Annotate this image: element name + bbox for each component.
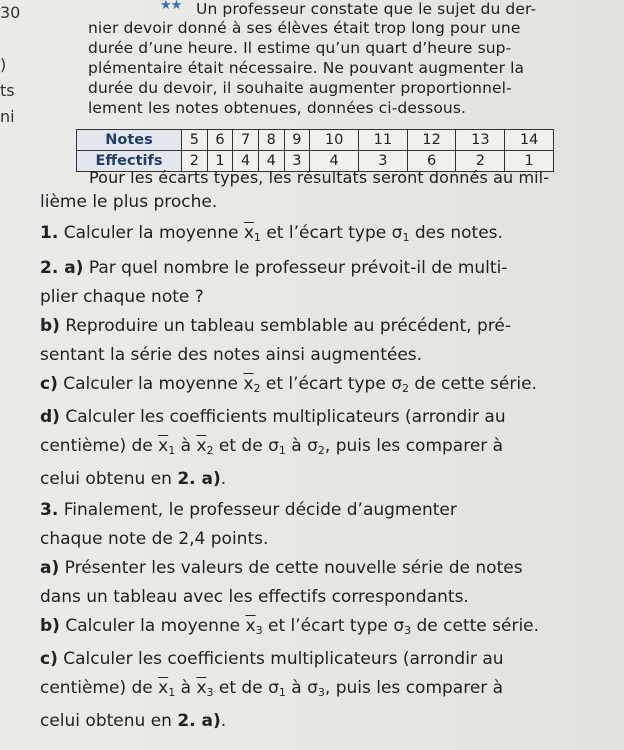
- question-3b: [40, 612, 600, 645]
- intro-line: durée du devoir, il souhaite augmenter proportionnel-: [88, 79, 512, 97]
- margin-fragment: ): [0, 55, 7, 74]
- sigma-symbol: σ: [307, 678, 318, 698]
- question-text: celui obtenu en: [40, 711, 178, 731]
- subscript: 1: [168, 686, 176, 699]
- note-cell: 14: [505, 130, 554, 151]
- question-number: 1.: [40, 223, 59, 243]
- question-text: .: [220, 711, 227, 731]
- question-number: b): [40, 616, 60, 636]
- question-text: à: [285, 678, 308, 698]
- question-1: [40, 219, 600, 252]
- question-text: Calculer la moyenne: [58, 223, 244, 243]
- note-cell: 10: [310, 130, 359, 151]
- mean-symbol: $\overline{x}$: [243, 223, 254, 243]
- subscript: 1: [253, 231, 261, 244]
- subscript: 2: [317, 444, 325, 457]
- question-number: 3.: [40, 500, 59, 520]
- question-text: Calculer la moyenne: [59, 616, 246, 636]
- effectif-cell: 4: [233, 151, 259, 172]
- note-cell: 6: [207, 130, 233, 151]
- subscript: 3: [206, 686, 214, 699]
- question-2c: [40, 370, 600, 403]
- effectif-cell: 4: [258, 151, 284, 172]
- note-cell: 9: [284, 130, 310, 151]
- question-3c: [40, 645, 600, 736]
- note-cell: 12: [407, 130, 456, 151]
- effectif-cell: 3: [358, 151, 407, 172]
- precision-note-line: [40, 188, 600, 217]
- table-row-notes: [77, 130, 554, 151]
- sigma-symbol: σ: [307, 436, 318, 456]
- exercise-body: [40, 188, 600, 736]
- question-number: 2. a): [40, 258, 84, 278]
- effectif-cell: 2: [456, 151, 505, 172]
- question-text: et l’écart type: [260, 374, 392, 394]
- subscript: 1: [278, 686, 286, 699]
- question-number: c): [40, 374, 58, 394]
- question-text: celui obtenu en: [40, 469, 178, 489]
- question-number: d): [40, 407, 60, 427]
- note-cell: 8: [258, 130, 284, 151]
- note-cell: 11: [358, 130, 407, 151]
- subscript: 3: [317, 686, 325, 699]
- question-text: dans un tableau avec les effectifs correspondants.: [40, 587, 469, 607]
- question-reference: 2. a): [177, 469, 221, 489]
- sigma-symbol: σ: [268, 436, 279, 456]
- question-text: Présenter les valeurs de cette nouvelle série de notes: [59, 558, 523, 578]
- margin-fragment: ts: [0, 81, 15, 100]
- subscript: 3: [404, 624, 412, 637]
- question-text: de cette série.: [409, 374, 537, 394]
- question-text: .: [220, 469, 227, 489]
- note-cell: 7: [233, 130, 259, 151]
- subscript: 2: [402, 382, 409, 395]
- mean-symbol: $\overline{x}$: [196, 678, 207, 698]
- question-text: Calculer les coefficients multiplicateurs (arrondir au: [59, 407, 506, 427]
- intro-line: Un professeur constate que le sujet du der-: [196, 0, 537, 18]
- mean-symbol: $\overline{x}$: [245, 616, 256, 636]
- effectif-cell: 2: [182, 151, 208, 172]
- question-text: Reproduire un tableau semblable au précédent, pré-: [59, 316, 511, 336]
- question-reference: 2. a): [177, 711, 221, 731]
- margin-fragment: [0, 26, 58, 52]
- question-text: centième) de: [40, 436, 159, 456]
- note-cell: 5: [182, 130, 208, 151]
- effectif-cell: 1: [505, 151, 554, 172]
- question-number: c): [40, 649, 58, 669]
- effectif-cell: 4: [310, 151, 359, 172]
- mean-symbol: $\overline{x}$: [158, 678, 169, 698]
- question-text: et l’écart type: [262, 616, 394, 636]
- subscript: 2: [206, 444, 214, 457]
- question-2d: [40, 403, 600, 494]
- subscript: 1: [168, 444, 176, 457]
- question-number: b): [40, 316, 60, 336]
- question-text: sentant la série des notes ainsi augmentées.: [40, 345, 423, 365]
- mean-symbol: $\overline{x}$: [243, 374, 254, 394]
- question-text: , puis les comparer à: [324, 678, 504, 698]
- subscript: 1: [402, 231, 410, 244]
- question-text: à: [285, 436, 308, 456]
- precision-note-text: lième le plus proche.: [40, 192, 218, 212]
- question-text: Par quel nombre le professeur prévoit-il de multi-: [83, 258, 508, 278]
- sigma-symbol: σ: [393, 616, 405, 636]
- effectif-cell: 6: [407, 151, 456, 172]
- precision-note-line: Pour les écarts types, les résultats seront donnés au mil-: [89, 168, 550, 187]
- row-header-notes: Notes: [77, 130, 182, 151]
- mean-symbol: $\overline{x}$: [196, 436, 207, 456]
- question-text: , puis les comparer à: [324, 436, 504, 456]
- intro-line: durée d’une heure. Il estime qu’un quart d’heure sup-: [88, 39, 512, 57]
- question-text: à: [175, 436, 197, 456]
- question-text: des notes.: [409, 223, 503, 243]
- note-cell: 13: [456, 130, 505, 151]
- intro-line: nier devoir donné à ses élèves était trop long pour une: [88, 19, 521, 37]
- effectif-cell: 3: [284, 151, 310, 172]
- question-3: [40, 496, 600, 554]
- question-text: centième) de: [40, 678, 159, 698]
- effectif-cell: 1: [207, 151, 233, 172]
- difficulty-stars-icon: ★★: [160, 0, 182, 13]
- question-2a: [40, 254, 600, 312]
- intro-line: plémentaire était nécessaire. Ne pouvant augmenter la: [88, 59, 525, 77]
- question-text: chaque note de 2,4 points.: [40, 529, 269, 549]
- sigma-symbol: σ: [391, 374, 402, 394]
- intro-line: lement les notes obtenues, données ci-dessous.: [88, 99, 467, 117]
- subscript: 2: [253, 382, 261, 395]
- question-text: Calculer la moyenne: [57, 374, 244, 394]
- row-header-effectifs: Effectifs: [77, 151, 182, 172]
- question-text: Calculer les coefficients multiplicateurs (arrondir au: [57, 649, 504, 669]
- margin-fragment: 30: [0, 3, 21, 22]
- question-3a: [40, 554, 600, 612]
- question-text: et de: [213, 678, 269, 698]
- question-text: de cette série.: [411, 616, 540, 636]
- subscript: 3: [255, 624, 263, 637]
- sigma-symbol: σ: [391, 223, 403, 243]
- question-number: a): [40, 558, 60, 578]
- margin-fragment: ni: [0, 107, 15, 126]
- previous-page-margin: [0, 0, 58, 130]
- question-text: et de: [213, 436, 269, 456]
- grades-table: [76, 129, 554, 172]
- subscript: 1: [278, 444, 286, 457]
- question-text: à: [175, 678, 197, 698]
- mean-symbol: $\overline{x}$: [158, 436, 169, 456]
- question-text: et l’écart type: [260, 223, 392, 243]
- question-text: Finalement, le professeur décide d’augmenter: [58, 500, 457, 520]
- question-2b: [40, 312, 600, 370]
- question-text: plier chaque note ?: [40, 287, 204, 307]
- sigma-symbol: σ: [268, 678, 279, 698]
